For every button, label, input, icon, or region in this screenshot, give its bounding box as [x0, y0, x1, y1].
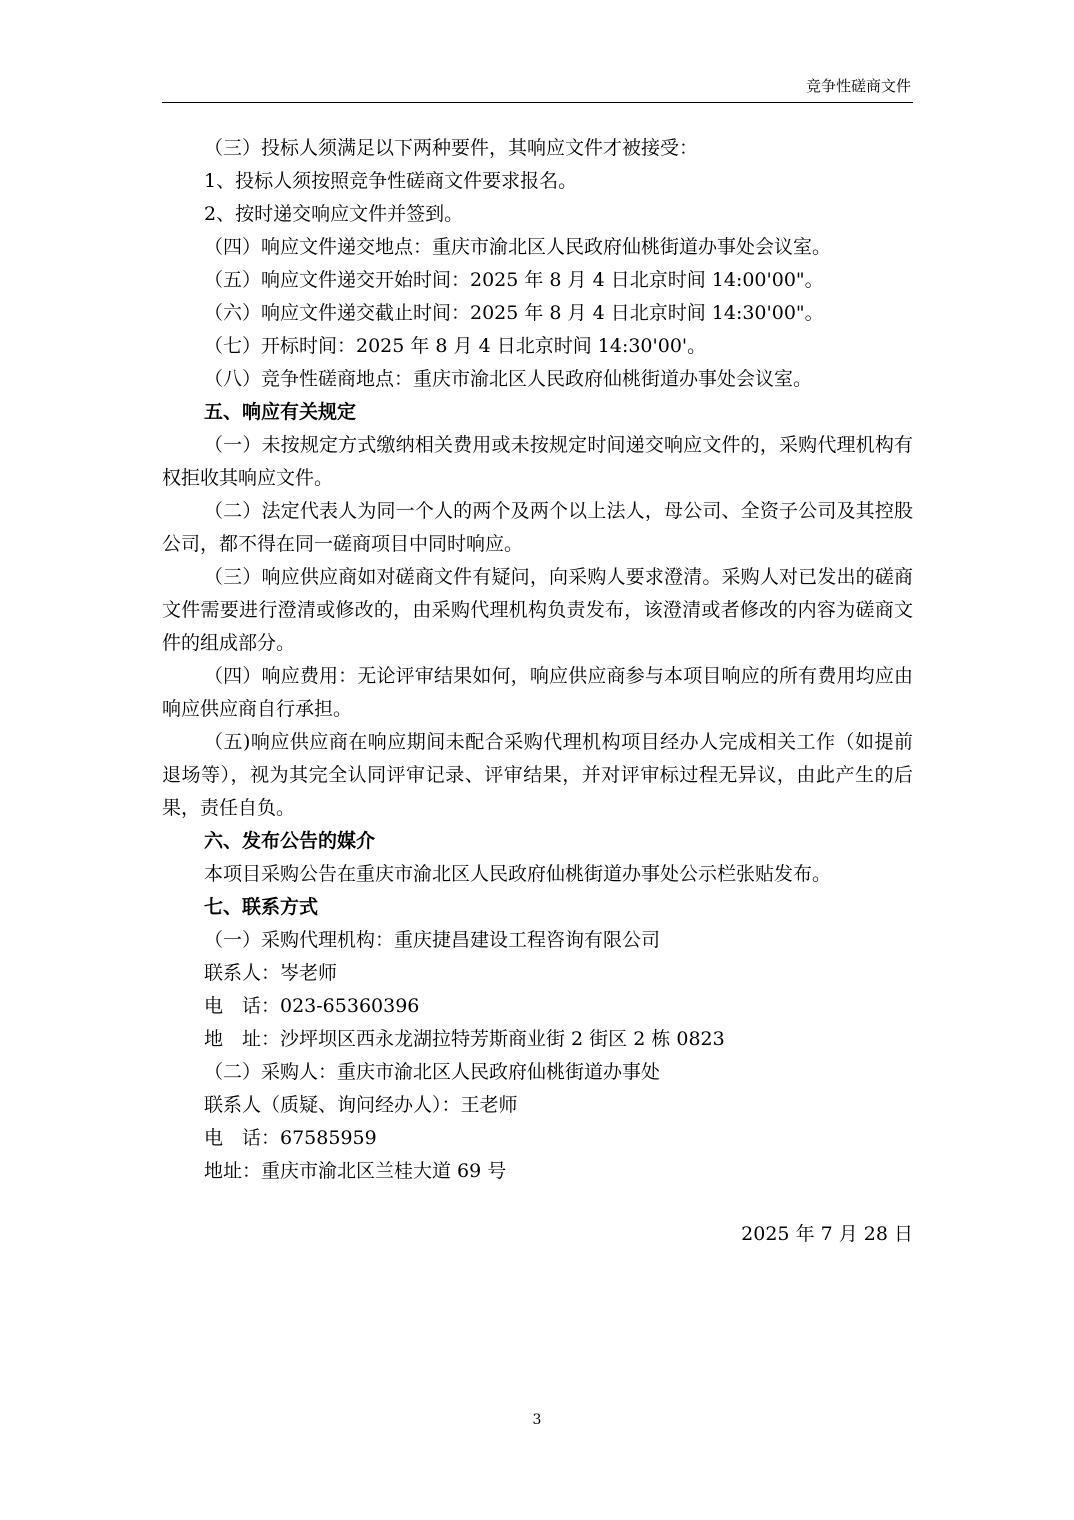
text-line: 2、按时递交响应文件并签到。	[204, 203, 464, 225]
contact-line: （二）采购人：重庆市渝北区人民政府仙桃街道办事处	[204, 1061, 661, 1083]
text-line: （四）响应文件递交地点：重庆市渝北区人民政府仙桃街道办事处会议室。	[204, 236, 832, 258]
section-heading: 七、联系方式	[204, 896, 319, 918]
text-line: （七）开标时间：2025 年 8 月 4 日北京时间 14:30'00'。	[204, 335, 707, 357]
contact-line: 联系人（质疑、询问经办人）：王老师	[204, 1094, 518, 1116]
page-header	[162, 76, 913, 103]
spacer	[162, 1188, 913, 1218]
contact-line: 地 址：沙坪坝区西永龙湖拉特芳斯商业街 2 街区 2 栋 0823	[204, 1028, 725, 1050]
header-title: 竞争性磋商文件	[805, 77, 911, 95]
text-line: （五）响应文件递交开始时间：2025 年 8 月 4 日北京时间 14:00'00"。	[204, 269, 824, 291]
text-line: （八）竞争性磋商地点：重庆市渝北区人民政府仙桃街道办事处会议室。	[204, 368, 813, 390]
paragraph: （三）响应供应商如对磋商文件有疑问，向采购人要求澄清。采购人对已发出的磋商文件需要进行澄清或修改的，由采购代理机构负责发布，该澄清或者修改的内容为磋商文件的组成部分。	[162, 566, 913, 654]
paragraph: （一）未按规定方式缴纳相关费用或未按规定时间递交响应文件的，采购代理机构有权拒收其响应文件。	[162, 434, 913, 489]
contact-line: 电 话：023-65360396	[204, 995, 420, 1017]
paragraph: （五)响应供应商在响应期间未配合采购代理机构项目经办人完成相关工作（如提前退场等），视为其完全认同评审记录、评审结果，并对评审标过程无异议，由此产生的后果，责任自负。	[162, 731, 913, 819]
text-line: 1、投标人须按照竞争性磋商文件要求报名。	[204, 170, 578, 192]
text-line: （六）响应文件递交截止时间：2025 年 8 月 4 日北京时间 14:30'00"。	[204, 302, 824, 324]
section-heading: 五、响应有关规定	[204, 401, 357, 423]
contact-line: 联系人：岑老师	[204, 962, 338, 984]
contact-line: 电 话：67585959	[204, 1127, 377, 1149]
contact-line: 地址：重庆市渝北区兰桂大道 69 号	[204, 1160, 507, 1182]
text-line: （三）投标人须满足以下两种要件，其响应文件才被接受：	[204, 137, 699, 159]
contact-line: （一）采购代理机构：重庆捷昌建设工程咨询有限公司	[204, 929, 661, 951]
page-number: 3	[532, 1412, 542, 1428]
text-line: 本项目采购公告在重庆市渝北区人民政府仙桃街道办事处公示栏张贴发布。	[204, 863, 832, 885]
document-date: 2025 年 7 月 28 日	[741, 1223, 913, 1245]
paragraph: （四）响应费用：无论评审结果如何，响应供应商参与本项目响应的所有费用均应由响应供应商自行承担。	[162, 665, 913, 720]
paragraph: （二）法定代表人为同一个人的两个及两个以上法人，母公司、全资子公司及其控股公司，都不得在同一磋商项目中同时响应。	[162, 500, 913, 555]
section-heading: 六、发布公告的媒介	[204, 830, 376, 852]
document-body	[162, 132, 913, 1251]
